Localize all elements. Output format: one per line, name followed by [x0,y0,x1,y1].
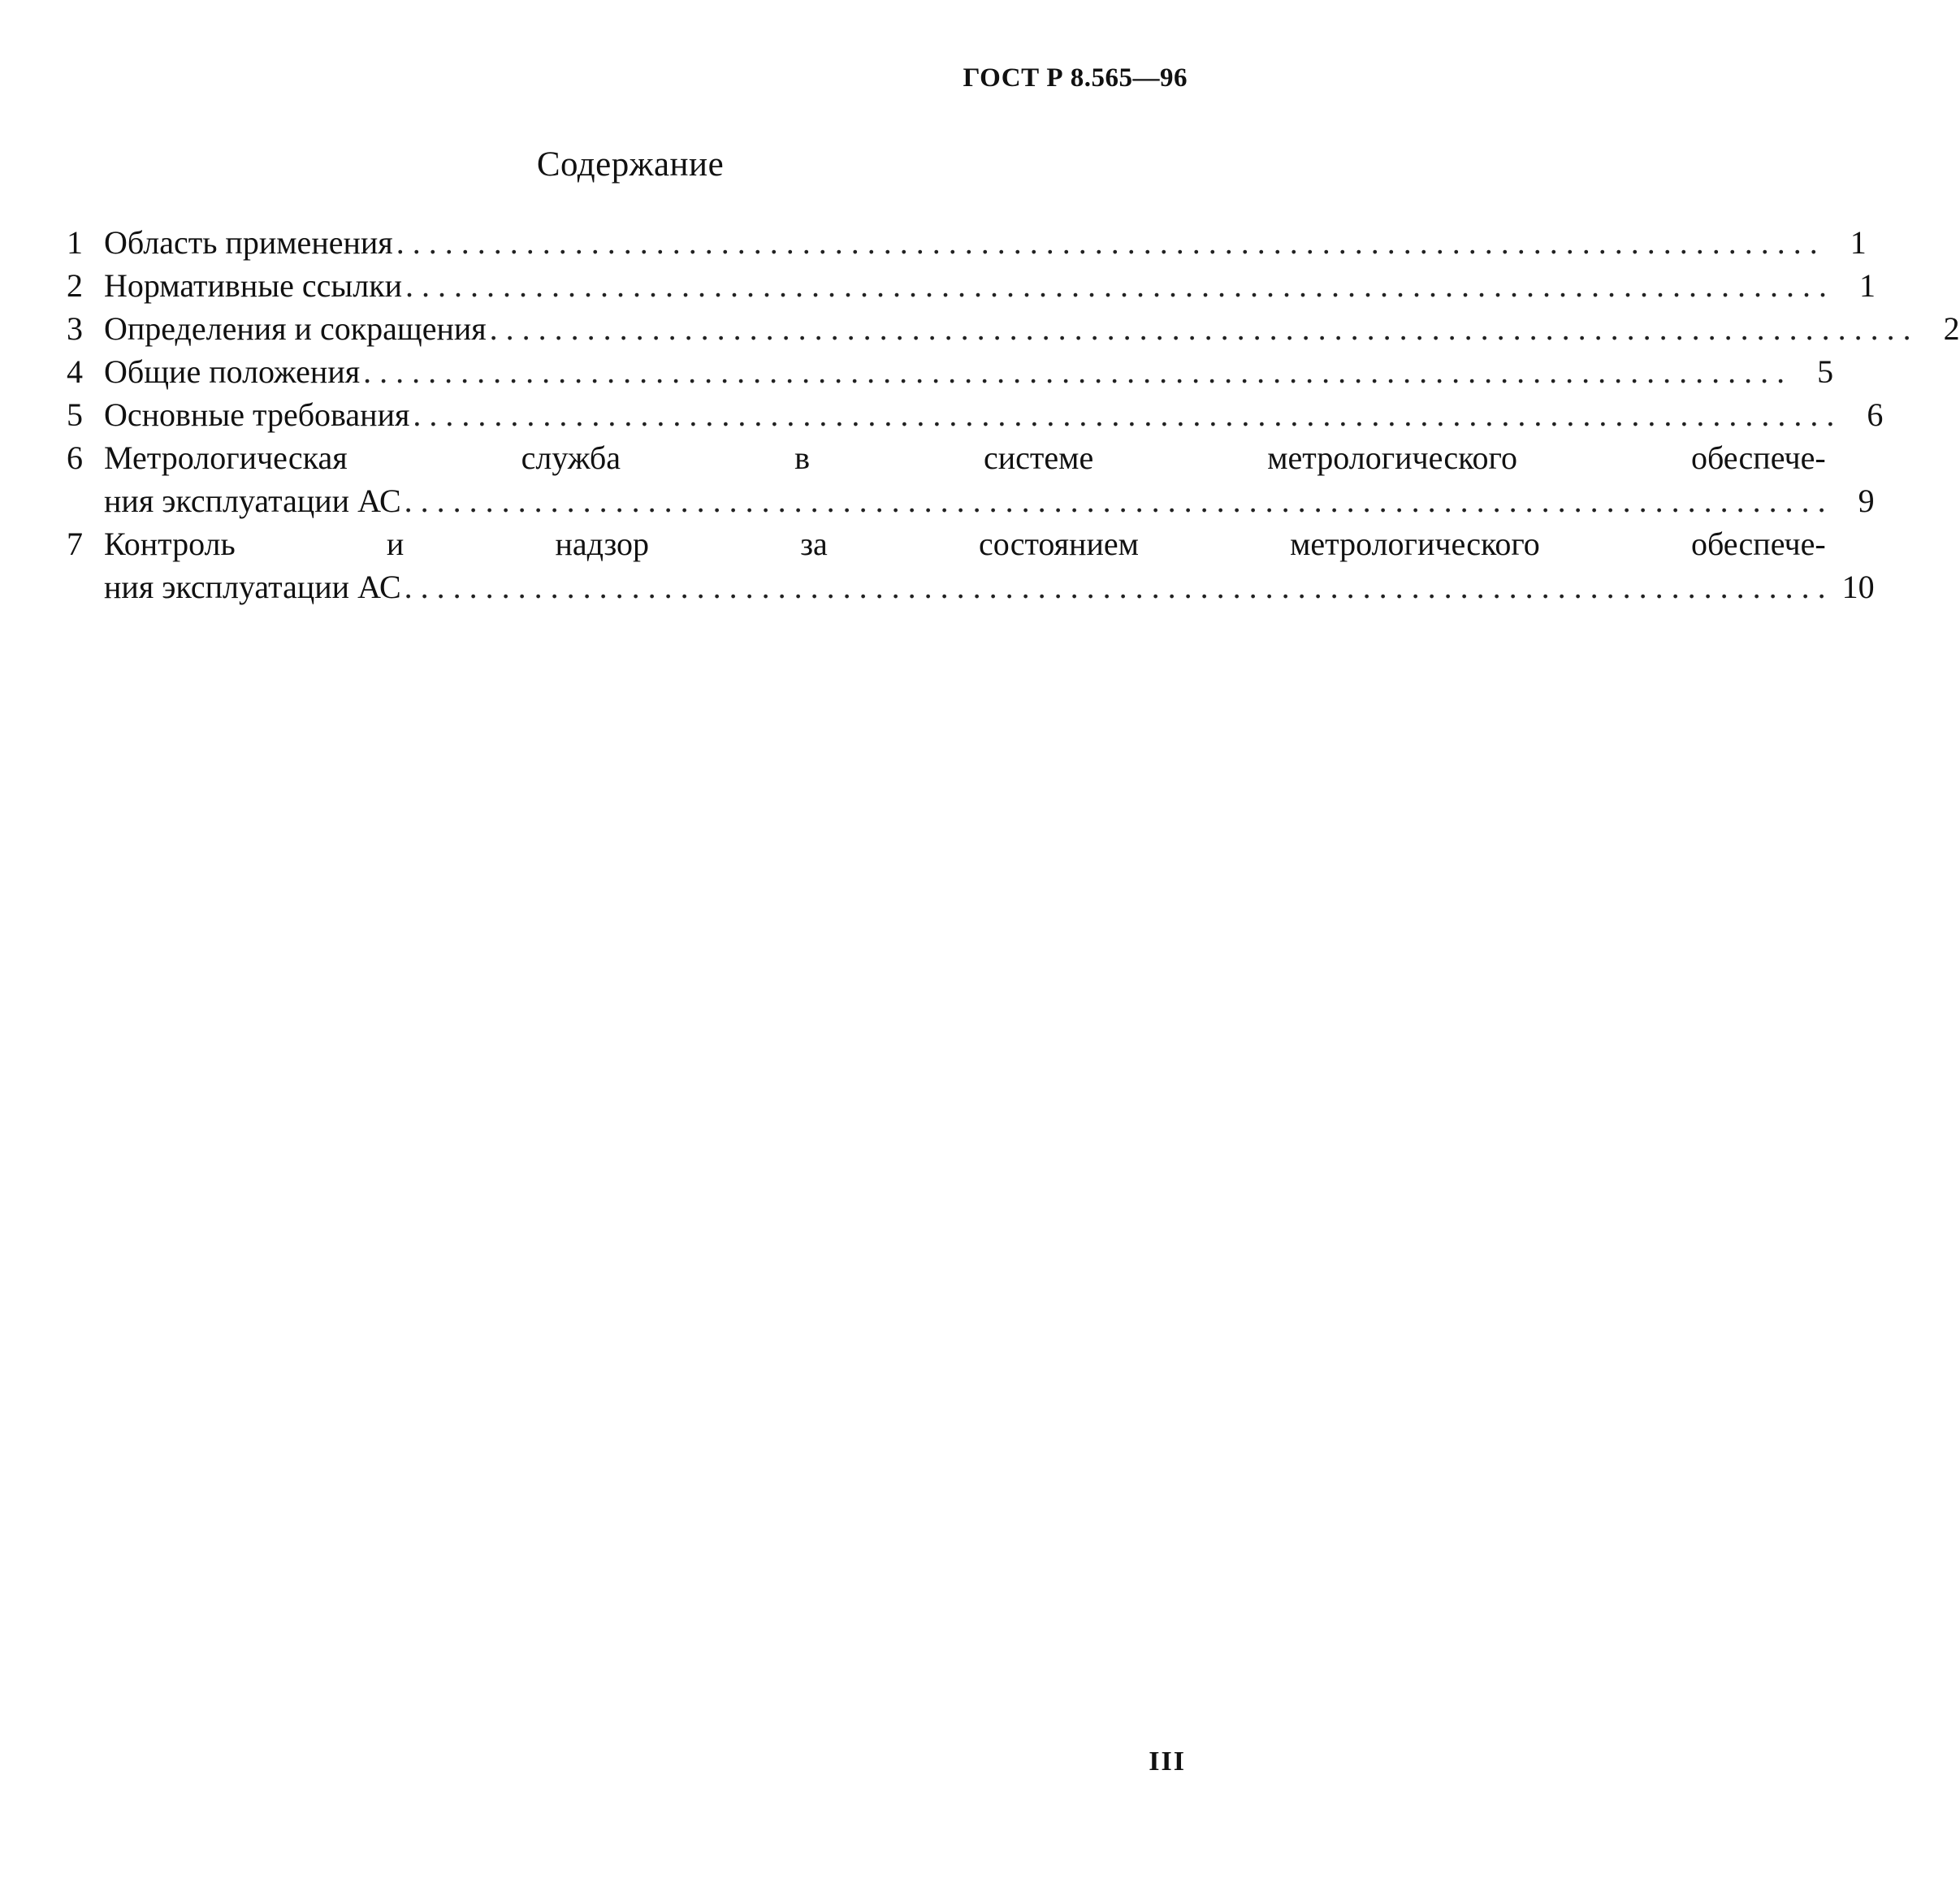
table-of-contents [67,221,1960,608]
toc-entry-page: 1 [1859,267,1876,304]
toc-entry-title: Область применения [104,224,393,261]
toc-entry-number: 6 [67,439,83,476]
toc-entry-page: 5 [1817,353,1834,390]
dot-leader [402,264,1827,307]
toc-entry-page: 2 [1943,310,1960,347]
toc-entry[interactable] [67,350,1834,393]
page-number: III [1149,1746,1186,1777]
toc-entry-number: 3 [67,310,83,347]
toc-entry-number: 7 [67,526,83,562]
toc-entry[interactable] [67,436,1875,522]
dot-leader [393,221,1818,264]
toc-entry-number: 4 [67,353,83,390]
toc-entry[interactable] [67,221,1867,264]
toc-entry-title-line2: ния эксплуатации АС [104,569,401,605]
toc-entry-title-line1: Метрологическая служба в системе метрологического обеспече- [104,439,1826,476]
toc-entry-title: Нормативные ссылки [104,267,403,304]
toc-entry[interactable] [67,522,1875,608]
toc-title: Содержание [536,145,725,184]
toc-entry-title: Основные требования [104,396,410,433]
toc-entry-page: 9 [1858,483,1875,519]
dot-leader [409,393,1834,436]
toc-entry-number: 2 [67,267,83,304]
dot-leader [487,307,1911,350]
toc-entry-title: Общие положения [104,353,361,390]
toc-entry-number: 1 [67,224,83,261]
document-code: ГОСТ Р 8.565—96 [963,63,1188,93]
toc-entry-title-line2: ния эксплуатации АС [104,483,401,519]
toc-entry-number: 5 [67,396,83,433]
toc-entry-title-line1: Контроль и надзор за состоянием метрологического обеспече- [104,526,1826,562]
toc-entry-page: 6 [1867,396,1884,433]
dot-leader [360,350,1785,393]
toc-entry-title: Определения и сокращения [104,310,487,347]
toc-entry-page: 1 [1850,224,1867,261]
toc-entry[interactable] [67,393,1884,436]
toc-entry[interactable] [67,307,1960,350]
dot-leader [401,479,1826,522]
dot-leader [401,565,1826,608]
toc-entry[interactable] [67,264,1876,307]
toc-entry-page: 10 [1841,569,1875,605]
